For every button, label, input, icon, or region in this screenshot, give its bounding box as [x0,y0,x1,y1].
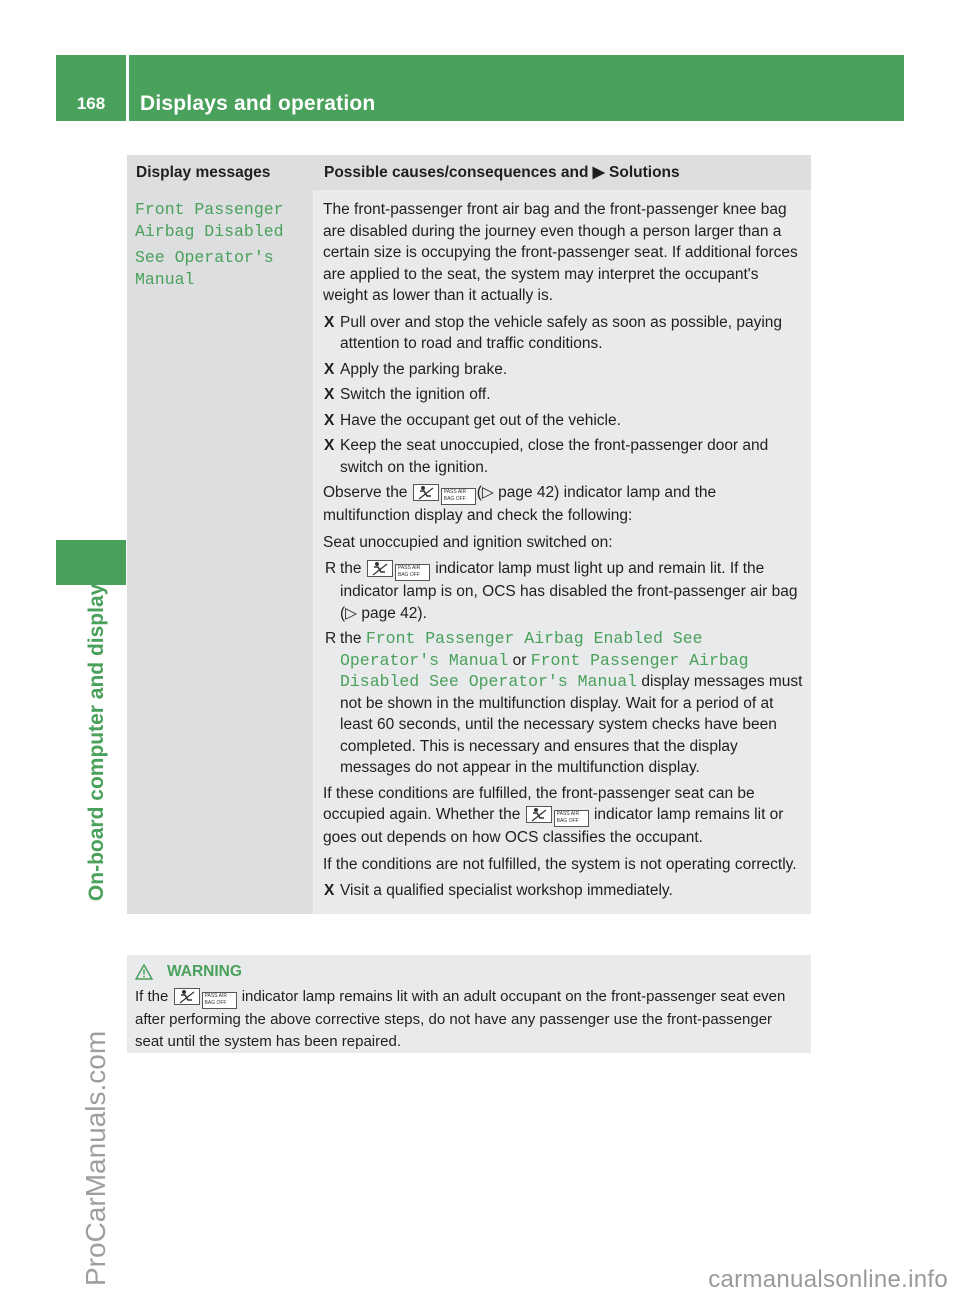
message-line-group-2 [135,247,305,290]
warning-heading [135,961,803,983]
display-messages-table [127,155,811,914]
display-message-cell [127,190,314,914]
intro-paragraph: The front-passenger front air bag and the front-passenger knee bag are disabled during the journey even though a person larger than a certain size is occupying the front-passenger seat. If additional forces are applied to the seat, the system may interpret the occupant's weight as lower than it actually is. [323,201,798,304]
col-header-causes-text: Possible causes/consequences and [324,164,589,181]
message-line: Manual [135,269,195,289]
bullet-text: the [340,560,362,577]
observe-ref-text: (▷ page 42) indicator lamp and the multifunction display and check the following: [323,484,717,524]
pass-airbag-off-icon: PASS AIR BAG OFF [395,564,430,581]
section-title: Displays and operation [140,92,376,115]
col-header-display-messages: Display messages [136,163,271,181]
step-item [323,359,804,381]
list-item [323,628,804,779]
step-item [323,384,804,406]
warning-text [135,986,803,1053]
pass-airbag-off-icon: PASS AIR BAG OFF [554,810,589,827]
side-watermark [80,1030,113,1286]
side-tab [84,572,108,902]
bullet-text: or [512,651,527,669]
seat-occupant-icon [367,560,393,577]
step-marker-icon: X [324,882,335,899]
seat-occupant-icon [174,988,200,1005]
seat-occupant-icon [413,484,439,501]
step-text: Apply the parking brake. [340,360,508,378]
step-item [323,312,804,355]
step-text: Pull over and stop the vehicle safely as soon as possible, paying attention to road and traffic conditions. [340,313,783,352]
message-line: Airbag Disabled [135,221,284,241]
step-text: Visit a qualified specialist workshop immediately. [340,882,673,899]
page-number: 168 [76,94,106,113]
seat-unoccupied-paragraph: Seat unoccupied and ignition switched on: [323,533,613,551]
warning-title: WARNING [167,963,242,980]
step-marker-icon: X [324,437,335,454]
step-item [323,880,804,902]
display-message-enabled: Front Passenger Airbag Enabled See Operator's Manual [340,629,703,670]
step-item [323,435,804,478]
warning-box [127,955,811,1053]
solutions-cell [314,190,811,914]
table-header [127,155,811,190]
fulfilled-paragraph [323,783,804,849]
step-marker-icon: X [324,411,335,429]
step-text: Switch the ignition off. [340,386,491,403]
side-tab-label: On-board computer and displays [85,572,108,902]
col-header-causes [314,163,811,182]
warning-triangle-icon [135,964,153,980]
step-marker-icon: X [324,313,335,331]
side-watermark-text: ProCarManuals.com [80,1030,111,1286]
bullet-text: the [340,630,362,647]
step-text: Keep the seat unoccupied, close the front-passenger door and switch on the ignition. [340,437,769,476]
fulfilled-text: indicator lamp remains lit or goes out depends on how OCS classifies the occupant. [323,806,784,846]
step-marker-icon: X [324,360,335,378]
step-text: Have the occupant get out of the vehicle. [340,411,621,429]
bullet-text: display messages must not be shown in the multifunction display. Wait for a period of at least 60 seconds, until the necessary system checks have been completed. This is necessary and ensures that the display messages do not appear in the multifunction display. [340,673,803,776]
col-header-solutions-text: Solutions [609,164,680,181]
not-fulfilled-paragraph: If the conditions are not fulfilled, the system is not operating correctly. [323,855,797,873]
bullet-marker: R [325,560,337,577]
pass-airbag-off-icon: PASS AIR BAG OFF [441,488,476,505]
step-marker-icon: X [324,386,335,403]
fulfilled-text: If these conditions are fulfilled, the front-passenger seat can be occupied again. Whether the [323,784,755,823]
arrow-right-icon: ▶ [592,164,605,181]
observe-text: Observe the [323,484,408,501]
header-divider [126,55,129,121]
bottom-watermark: carmanualsonline.info [708,1266,948,1293]
bullet-marker: R [325,630,337,647]
message-line: See Operator's [135,248,274,267]
warning-text-part: If the [135,988,169,1005]
pass-airbag-off-icon: PASS AIR BAG OFF [202,992,237,1009]
table-row [127,190,811,914]
warning-text-part: indicator lamp remains lit with an adult occupant on the front-passenger seat even after performing the above corrective steps, do not have any passenger use the front-passenger seat until the system has been repaired. [135,988,786,1050]
message-line-group-1 [135,199,305,242]
bullet-text: indicator lamp must light up and remain lit. If the indicator lamp is on, OCS has disabled the front-passenger air bag (▷ page 42). [340,560,798,622]
message-line: Front Passenger [135,200,284,219]
step-item [323,410,804,432]
seat-occupant-icon [526,806,552,823]
list-item [323,558,804,624]
display-message-disabled: Front Passenger Airbag Disabled See Operator's Manual [340,650,749,691]
observe-paragraph [323,482,804,527]
